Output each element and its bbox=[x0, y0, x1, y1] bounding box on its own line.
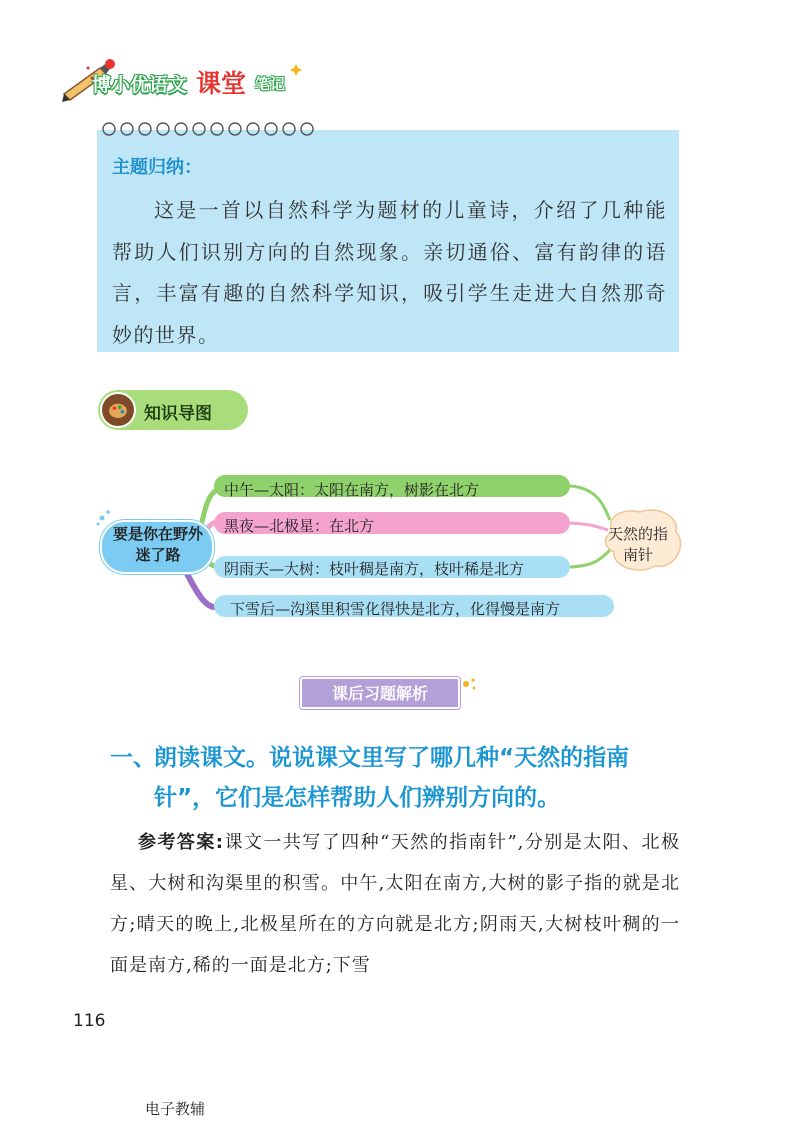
branch-text-4: 下雪后—沟渠里积雪化得快是北方，化得慢是南方 bbox=[230, 600, 561, 618]
branch-text-3: 阴雨天—大树：枝叶稠是南方，枝叶稀是北方 bbox=[224, 560, 525, 578]
question-text: 朗读课文。说说课文里写了哪几种“天然的指南针”，它们是怎样帮助人们辨别方向的。 bbox=[154, 745, 630, 811]
page-number: 116 bbox=[73, 1011, 106, 1031]
center-bubble-text: 要是你在野外迷了路 bbox=[112, 525, 203, 564]
sparkle-dots-icon bbox=[460, 676, 480, 692]
brand-class: 课堂 bbox=[196, 69, 247, 98]
exercises-label: 课后习题解析 bbox=[331, 684, 428, 703]
knowledge-map-label: 知识导图 bbox=[144, 404, 212, 424]
branch-text-2: 黑夜—北极星：在北方 bbox=[224, 517, 375, 535]
summary-heading: 主题归纳： bbox=[112, 157, 202, 178]
binder-rings-icon bbox=[100, 118, 320, 140]
palette-icon bbox=[100, 392, 136, 428]
compass-node-text: 天然的指南针 bbox=[608, 525, 669, 564]
brand-title: 博小优语文 bbox=[92, 74, 188, 96]
question-1 bbox=[110, 738, 690, 818]
summary-body: 这是一首以自然科学为题材的儿童诗，介绍了几种能帮助人们识别方向的自然现象。亲切通俗、富有韵律的语言，丰富有趣的自然科学知识，吸引学生走进大自然那奇妙的世界。 bbox=[112, 198, 667, 347]
footer-label: 电子教辅 bbox=[145, 1100, 206, 1118]
brand-sparkle-icon bbox=[290, 64, 302, 76]
question-number: 一、 bbox=[110, 745, 156, 771]
answer-text: 课文一共写了四种“天然的指南针”,分别是太阳、北极星、大树和沟渠里的积雪。中午,太阳在南方,大树的影子指的就是北方;晴天的晚上,北极星所在的方向就是北方;阴雨天,大树枝叶稠的一面是南方,稀的一面是北方;下雪 bbox=[110, 832, 681, 976]
answer-paragraph bbox=[110, 822, 680, 986]
brand-notes: 笔记 bbox=[255, 75, 286, 93]
answer-label: 参考答案: bbox=[138, 832, 225, 853]
branch-text-1: 中午—太阳：太阳在南方，树影在北方 bbox=[224, 481, 480, 499]
